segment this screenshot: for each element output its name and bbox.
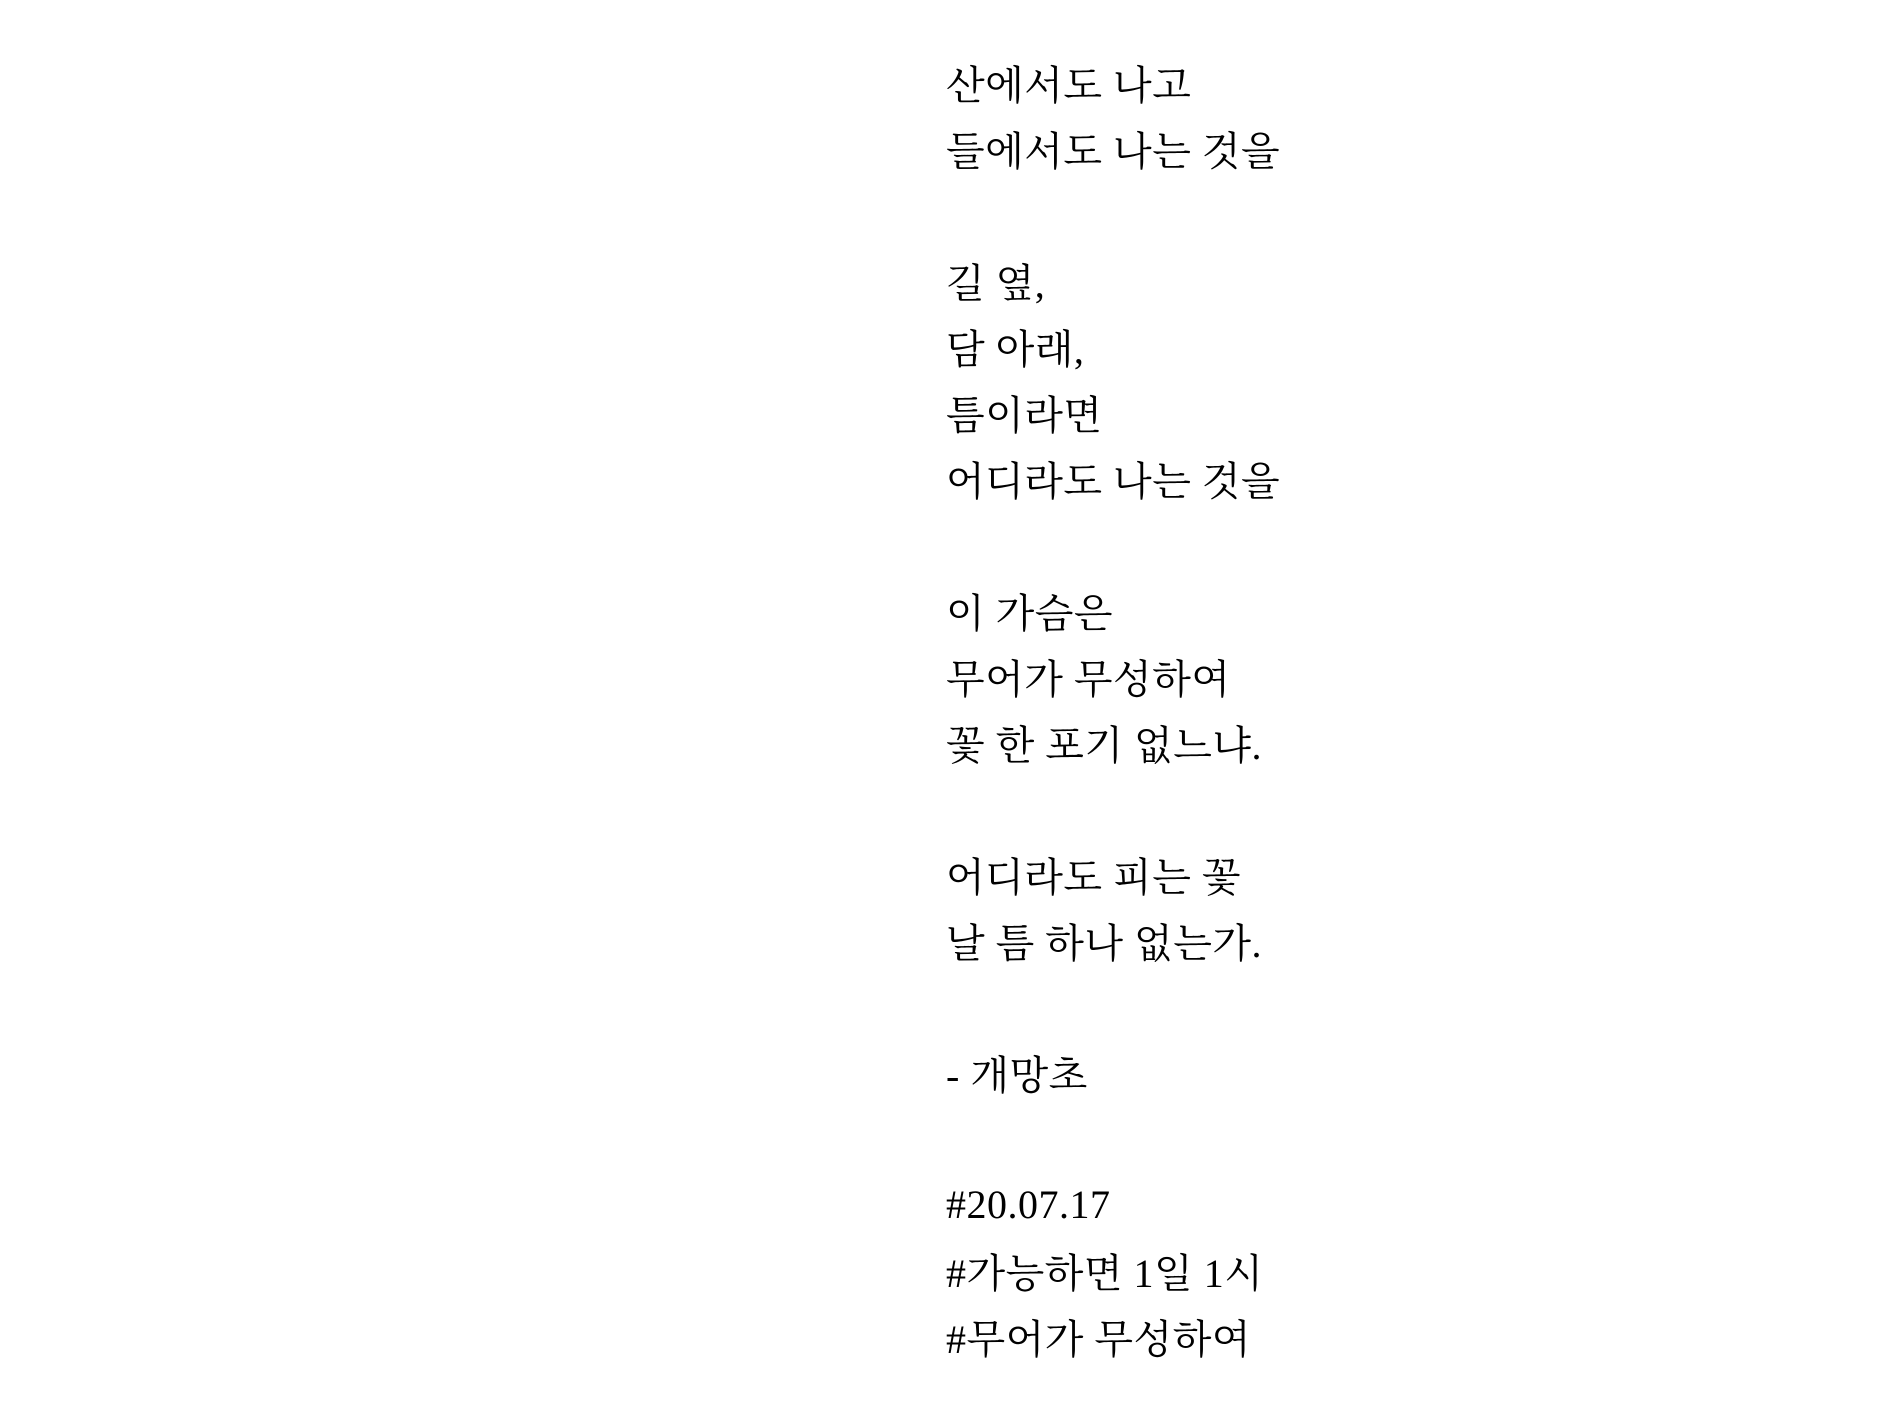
hashtag: #20.07.17	[946, 1181, 1111, 1227]
poem-line: 무어가 무성하여	[946, 656, 1231, 702]
poem-line: 들에서도 나는 것을	[946, 128, 1281, 174]
poem-line: 어디라도 나는 것을	[946, 458, 1281, 504]
poem-line: 담 아래,	[946, 326, 1085, 372]
hashtag: #무어가 무성하여	[946, 1316, 1251, 1362]
poem-line: 산에서도 나고	[946, 62, 1192, 108]
poem-line: 틈이라면	[946, 392, 1103, 438]
poem-attribution: - 개망초	[946, 1052, 1088, 1098]
poem-text-block	[946, 49, 1280, 1369]
poem-line: 이 가슴은	[946, 590, 1114, 636]
poem-stanza-2	[946, 247, 1280, 511]
hashtag: #가능하면 1일 1시	[946, 1250, 1264, 1296]
poem-stanza-4	[946, 841, 1280, 973]
poem-line: 날 틈 하나 없는가.	[946, 920, 1262, 966]
poem-line: 어디라도 피는 꽃	[946, 854, 1241, 900]
poem-line: 꽃 한 포기 없느냐.	[946, 722, 1262, 768]
hashtag-block	[946, 1171, 1280, 1369]
poem-attribution-block	[946, 1039, 1280, 1105]
poem-line: 길 옆,	[946, 260, 1046, 306]
poem-stanza-1	[946, 49, 1280, 181]
poem-stanza-3	[946, 577, 1280, 775]
